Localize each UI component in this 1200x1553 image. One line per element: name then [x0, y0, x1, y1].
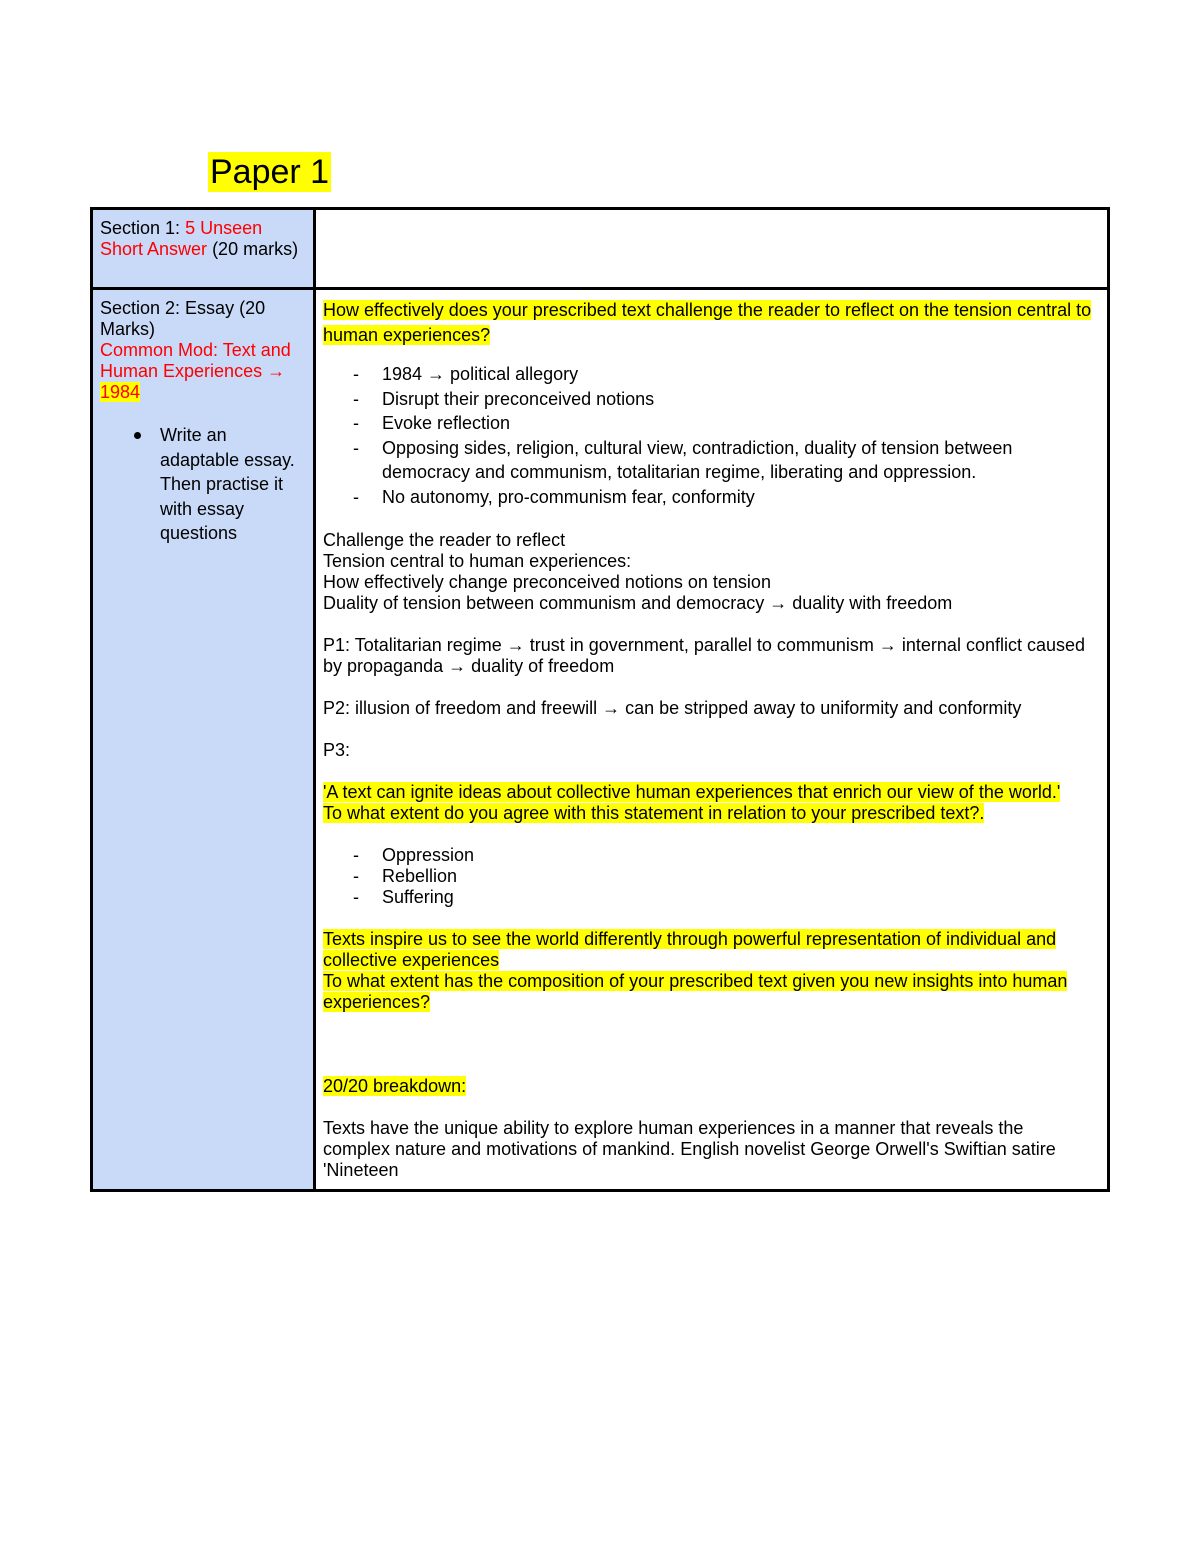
section-1-label	[92, 209, 315, 289]
question-3-prompt: To what extent has the composition of your prescribed text given you new insights into human experiences?	[323, 971, 1068, 1012]
bullet-item: Write an adaptable essay. Then practise it with essay questions	[126, 423, 307, 546]
essay-question-3	[323, 929, 1095, 1013]
section-2-content	[315, 289, 1109, 1191]
section-1-marks: (20 marks)	[207, 239, 299, 259]
list-item: - 1984 → political allegory	[348, 362, 1095, 387]
list-item: - Opposing sides, religion, cultural view, contradiction, duality of tension between democracy and communism, totalitarian regime, liberating and oppression.	[348, 436, 1095, 485]
breakdown-label: 20/20 breakdown:	[323, 1076, 467, 1096]
breakdown-text: Texts have the unique ability to explore human experiences in a manner that reveals the complex nature and motivations of mankind. English novelist George Orwell's Swiftian satire 'Nineteen	[323, 1118, 1056, 1180]
section-2-row	[92, 289, 1109, 1191]
module-name: Common Mod: Text and Human Experiences →	[100, 340, 291, 381]
list-item: - Disrupt their preconceived notions	[348, 387, 1095, 412]
section-2-label	[92, 289, 315, 1191]
list-item: - No autonomy, pro-communism fear, conformity	[348, 485, 1095, 510]
list-item: - Oppression	[348, 845, 1095, 866]
paragraph-2-plan: P2: illusion of freedom and freewill → can be stripped away to uniformity and conformity	[323, 698, 1022, 718]
question-2-statement: 'A text can ignite ideas about collective human experiences that enrich our view of the world.'	[323, 782, 1061, 802]
question-2-prompt: To what extent do you agree with this statement in relation to your prescribed text?.	[323, 803, 985, 823]
note-line: Duality of tension between communism and democracy → duality with freedom	[323, 593, 953, 613]
question-2-points	[323, 845, 1095, 908]
section-1-content	[315, 209, 1109, 289]
page-title: Paper 1	[210, 153, 330, 191]
list-item: - Rebellion	[348, 866, 1095, 887]
question-3-statement: Texts inspire us to see the world differently through powerful representation of individual and collective experiences	[323, 929, 1057, 970]
notes-block	[323, 530, 1095, 614]
section-1-type: 5 Unseen Short Answer	[100, 218, 263, 259]
question-1-points	[323, 362, 1095, 509]
section-2-title: Section 2: Essay (20 Marks)	[100, 298, 266, 339]
list-item: - Evoke reflection	[348, 411, 1095, 436]
essay-question-1: How effectively does your prescribed text challenge the reader to reflect on the tension central to human experiences?	[323, 300, 1092, 345]
module-text-name: 1984	[100, 382, 141, 402]
section-1-row	[92, 209, 1109, 289]
paper-table	[90, 207, 1110, 1192]
essay-question-2	[323, 782, 1095, 824]
note-line: How effectively change preconceived notions on tension	[323, 572, 771, 592]
paragraph-3-plan: P3:	[323, 740, 351, 760]
note-line: Tension central to human experiences:	[323, 551, 632, 571]
paragraph-1-plan: P1: Totalitarian regime → trust in government, parallel to communism → internal conflict caused by propaganda → duality of freedom	[323, 635, 1086, 676]
note-line: Challenge the reader to reflect	[323, 530, 566, 550]
section-2-bullets	[100, 423, 307, 546]
list-item: - Suffering	[348, 887, 1095, 908]
section-2-module	[100, 340, 307, 403]
section-1-prefix: Section 1:	[100, 218, 186, 238]
